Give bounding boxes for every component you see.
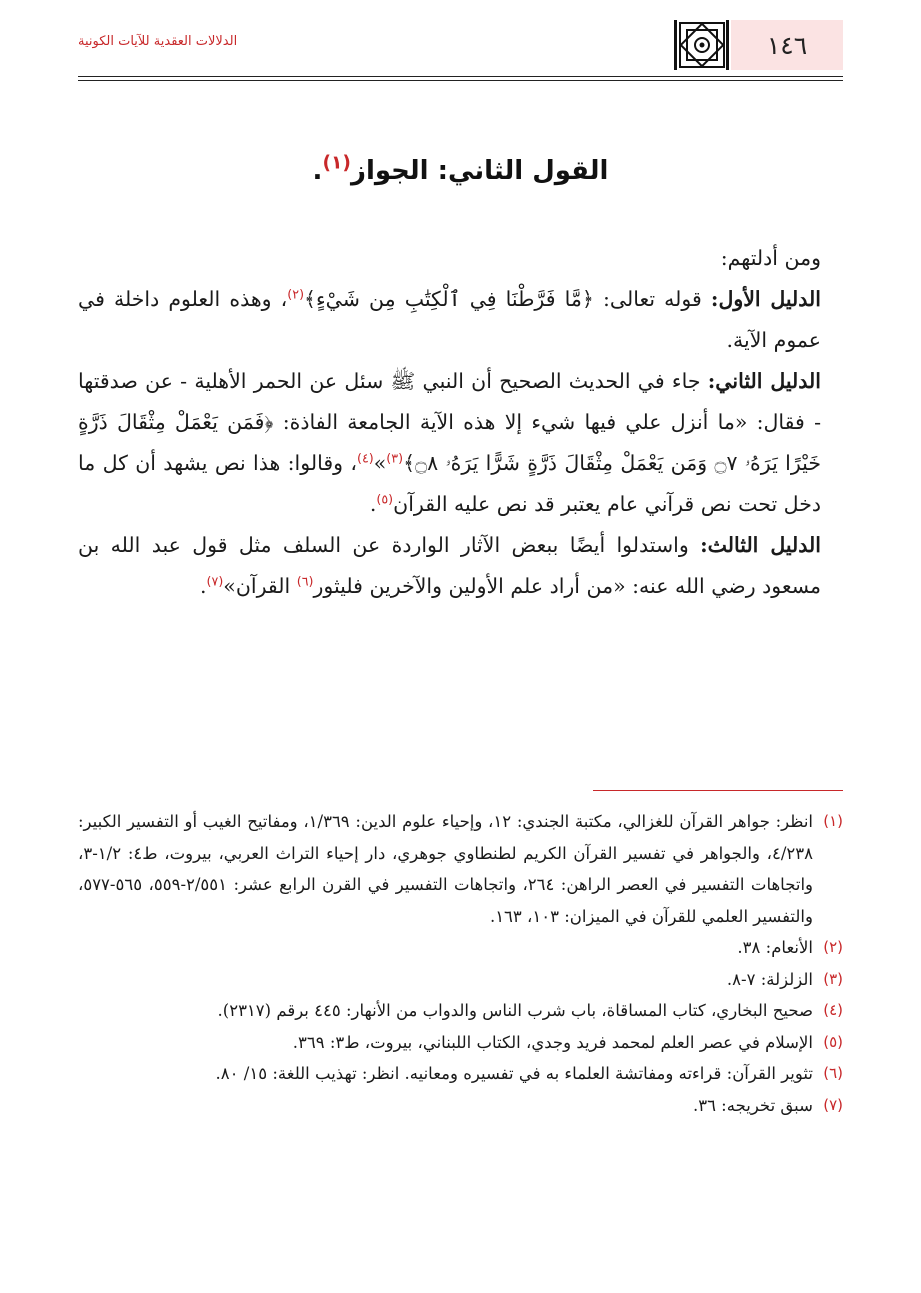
evidence-text: قوله تعالى: ﴿مَّا فَرَّطْنَا فِي ٱلْكِتَٰبِ مِن شَيْءٍ﴾ xyxy=(304,287,711,311)
footnote-ref[interactable]: (٦) xyxy=(296,573,314,589)
header-rule-thin xyxy=(78,80,843,81)
evidence-text: » xyxy=(373,451,387,475)
footnote-text: الأنعام: ٣٨. xyxy=(737,938,813,957)
footnote-text: تثوير القرآن: قراءته ومفاتشة العلماء به في تفسيره ومعانيه. انظر: تهذيب اللغة: ١٥/ ٨٠. xyxy=(215,1064,813,1083)
page-number: ١٤٦ xyxy=(731,20,843,70)
evidence-label: الدليل الأول: xyxy=(710,287,821,311)
footnote-text: انظر: جواهر القرآن للغزالي، مكتبة الجندي: ١٢، وإحياء علوم الدين: ١/٣٦٩، ومفاتيح الغيب أو التفسير الكبير: ٤/٢٣٨، والجواهر في تفسير القرآن الكريم لطنطاوي جوهري، دار إحياء التراث العربي، بيروت، ط٤: ١/٢-٣، واتجاهات التفسير في العصر الراهن: ٢٦٤، واتجاهات التفسير في القرن الرابع عشر: ٢/٥٥١-٥٥٩، ٥٦٥-٥٧٧، والتفسير العلمي للقرآن في الميزان: ١٠٣، ١٦٣. xyxy=(78,812,813,926)
footnote-item xyxy=(78,1090,843,1122)
footnotes xyxy=(78,806,843,1121)
evidence-text: . xyxy=(369,492,377,516)
evidence-label: الدليل الثالث: xyxy=(700,533,821,557)
footnote-text: الزلزلة: ٧-٨. xyxy=(726,969,813,989)
evidence-text: جاء في الحديث الصحيح أن النبي ﷺ سئل عن الحمر الأهلية - عن صدقتها - فقال: «ما أنزل علي فيها شيء إلا هذه الآية الجامعة الفاذة: ﴿فَمَن يَعْمَلْ مِثْقَالَ ذَرَّةٍ خَيْرًا يَرَهُۥ ۝٧ وَمَن يَعْمَلْ مِثْقَالَ ذَرَّةٍ شَرًّا يَرَهُۥ ۝٨﴾ xyxy=(78,369,821,475)
footnote-item xyxy=(78,995,843,1027)
footnote-item xyxy=(78,1027,843,1059)
intro-line: ومن أدلتهم: xyxy=(720,246,821,270)
footnote-text: صحيح البخاري، كتاب المساقاة، باب شرب الناس والدواب من الأنهار: ٤٤٥ برقم (٢٣١٧). xyxy=(217,1001,813,1020)
ornamental-knot-icon xyxy=(679,22,725,68)
evidence-paragraph-1 xyxy=(78,279,843,361)
footnote-ref[interactable]: (٥) xyxy=(376,491,394,507)
footnote-text: سبق تخريجه: ٣٦. xyxy=(692,1095,813,1115)
footnote-number: (٢) xyxy=(823,938,843,956)
footnote-number: (٥) xyxy=(823,1032,843,1051)
footnote-number: (٦) xyxy=(823,1064,843,1082)
footnote-number: (٣) xyxy=(823,969,843,988)
footnote-item xyxy=(78,932,843,964)
footnote-ref[interactable]: (٧) xyxy=(206,573,224,589)
footnote-ref[interactable]: (١) xyxy=(322,152,351,174)
section-title-text: القول الثاني: الجواز xyxy=(350,156,609,186)
evidence-paragraph-3 xyxy=(78,525,843,607)
section-title-end: . xyxy=(312,156,323,186)
ornament-divider-left xyxy=(674,20,677,70)
ornament-divider-right xyxy=(726,20,729,70)
footnote-item xyxy=(78,806,843,932)
section-title xyxy=(78,152,843,186)
footnote-text: الإسلام في عصر العلم لمحمد فريد وجدي، الكتاب اللبناني، بيروت، ط٣: ٣٦٩. xyxy=(292,1032,813,1052)
footnote-ref[interactable]: (٢) xyxy=(287,286,305,302)
footnote-number: (٧) xyxy=(823,1095,843,1114)
footnote-number: (٤) xyxy=(823,1001,843,1019)
footnote-ref[interactable]: (٣) xyxy=(386,450,404,466)
running-title: الدلالات العقدية للآيات الكونية xyxy=(78,34,238,49)
footnote-item xyxy=(78,1058,843,1090)
footnote-ref[interactable]: (٤) xyxy=(356,450,374,466)
evidence-text: ، وهذه العلوم داخلة في عموم الآية. xyxy=(78,287,821,352)
main-body xyxy=(78,238,843,607)
footnote-item xyxy=(78,964,843,996)
footnote-separator xyxy=(593,790,843,791)
footnote-number: (١) xyxy=(823,812,843,830)
evidence-text: واستدلوا أيضًا ببعض الآثار الواردة عن السلف مثل قول عبد الله بن مسعود رضي الله عنه: «من أراد علم الأولين والآخرين فليثور xyxy=(78,533,821,598)
header-rule xyxy=(78,76,843,77)
evidence-paragraph-2 xyxy=(78,361,843,525)
evidence-text: . xyxy=(199,574,207,598)
page-header xyxy=(78,20,843,70)
evidence-text: ، وقالوا: هذا نص يشهد أن كل ما دخل تحت نص قرآني عام يعتبر قد نص عليه القرآن xyxy=(78,451,821,516)
evidence-label: الدليل الثاني: xyxy=(707,369,821,393)
evidence-text: القرآن» xyxy=(223,574,297,598)
